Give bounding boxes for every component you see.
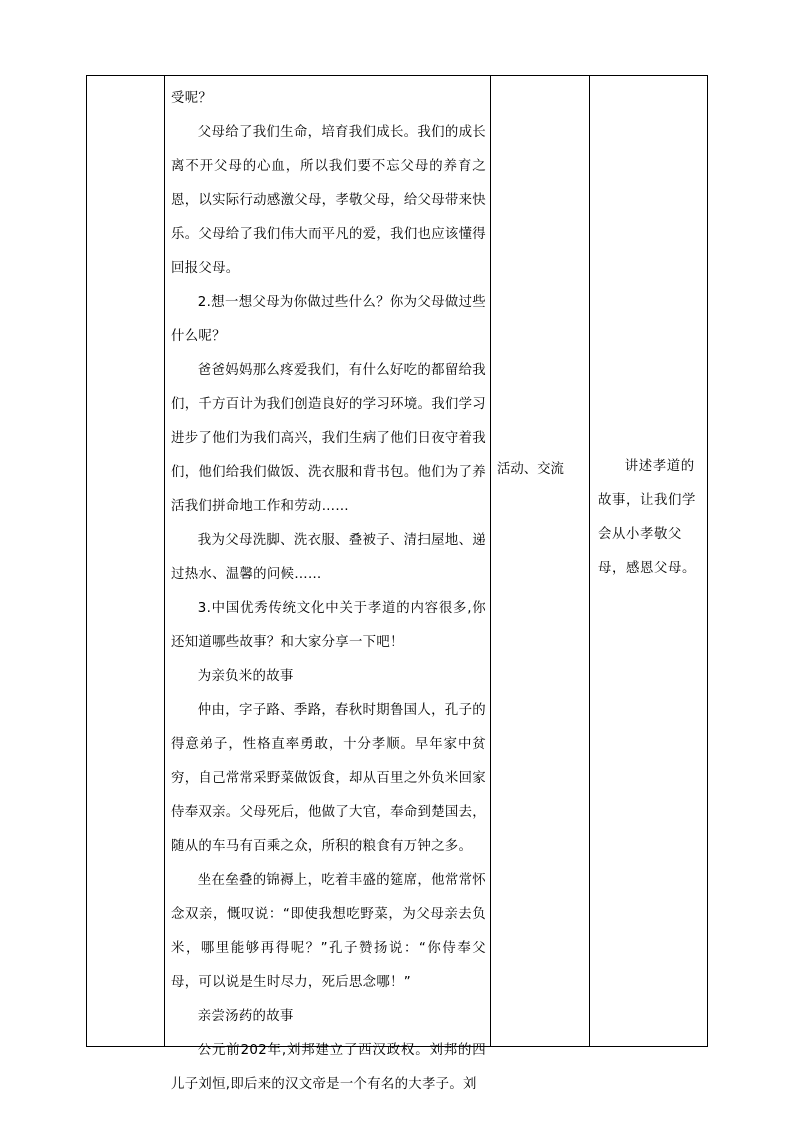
content-paragraph: 3.中国优秀传统文化中关于孝道的内容很多,你还知道哪些故事？和大家分享一下吧！ (171, 601, 486, 650)
purpose-text: 讲述孝道的故事，让我们学会从小孝敬父母，感恩父母。 (598, 459, 696, 576)
activity-text: 活动、交流 (497, 462, 564, 477)
purpose-cell (590, 76, 708, 1046)
lesson-table (86, 75, 708, 1092)
content-paragraph: 受呢？ (171, 91, 213, 106)
story-title: 亲尝汤药的故事 (197, 1009, 294, 1024)
content-paragraph: 父母给了我们生命，培育我们成长。我们的成长离不开父母的心血，所以我们要不忘父母的养育之恩，以实际行动感激父母，孝敬父母，给父母带来快乐。父母给了我们伟大而平凡的爱，我们也应该懂得回报父母。 (171, 125, 486, 276)
content-paragraph: 公元前202年,刘邦建立了西汉政权。刘邦的四儿子刘恒,即后来的汉文帝是一个有名的大孝子。刘 (171, 1043, 486, 1092)
activity-cell (491, 76, 589, 1046)
content-paragraph: 仲由，字子路、季路，春秋时期鲁国人，孔子的得意弟子，性格直率勇敢，十分孝顺。早年家中贫穷，自己常常采野菜做饭食，却从百里之外负米回家侍奉双亲。父母死后，他做了大官，奉命到楚国去，随从的车马有百乘之众，所积的粮食有万钟之多。 (171, 703, 486, 854)
story-title: 为亲负米的故事 (197, 669, 294, 684)
content-paragraph: 2.想一想父母为你做过些什么？你为父母做过些什么呢？ (171, 295, 486, 344)
content-paragraph: 爸爸妈妈那么疼爱我们，有什么好吃的都留给我们，千方百计为我们创造良好的学习环境。我们学习进步了他们为我们高兴，我们生病了他们日夜守着我们，他们给我们做饭、洗衣服和背书包。他们为了养活我们拼命地工作和劳动…… (171, 363, 486, 514)
content-cell (165, 76, 490, 1092)
content-paragraph: 我为父母洗脚、洗衣服、叠被子、清扫屋地、递过热水、温馨的问候…… (171, 533, 486, 582)
content-paragraph: 坐在垒叠的锦褥上，吃着丰盛的筵席，他常常怀念双亲，慨叹说：“即使我想吃野菜，为父母亲去负米，哪里能够再得呢？”孔子赞扬说：“你侍奉父母，可以说是生时尽力，死后思念哪！” (171, 873, 486, 990)
empty-cell (87, 76, 164, 1046)
